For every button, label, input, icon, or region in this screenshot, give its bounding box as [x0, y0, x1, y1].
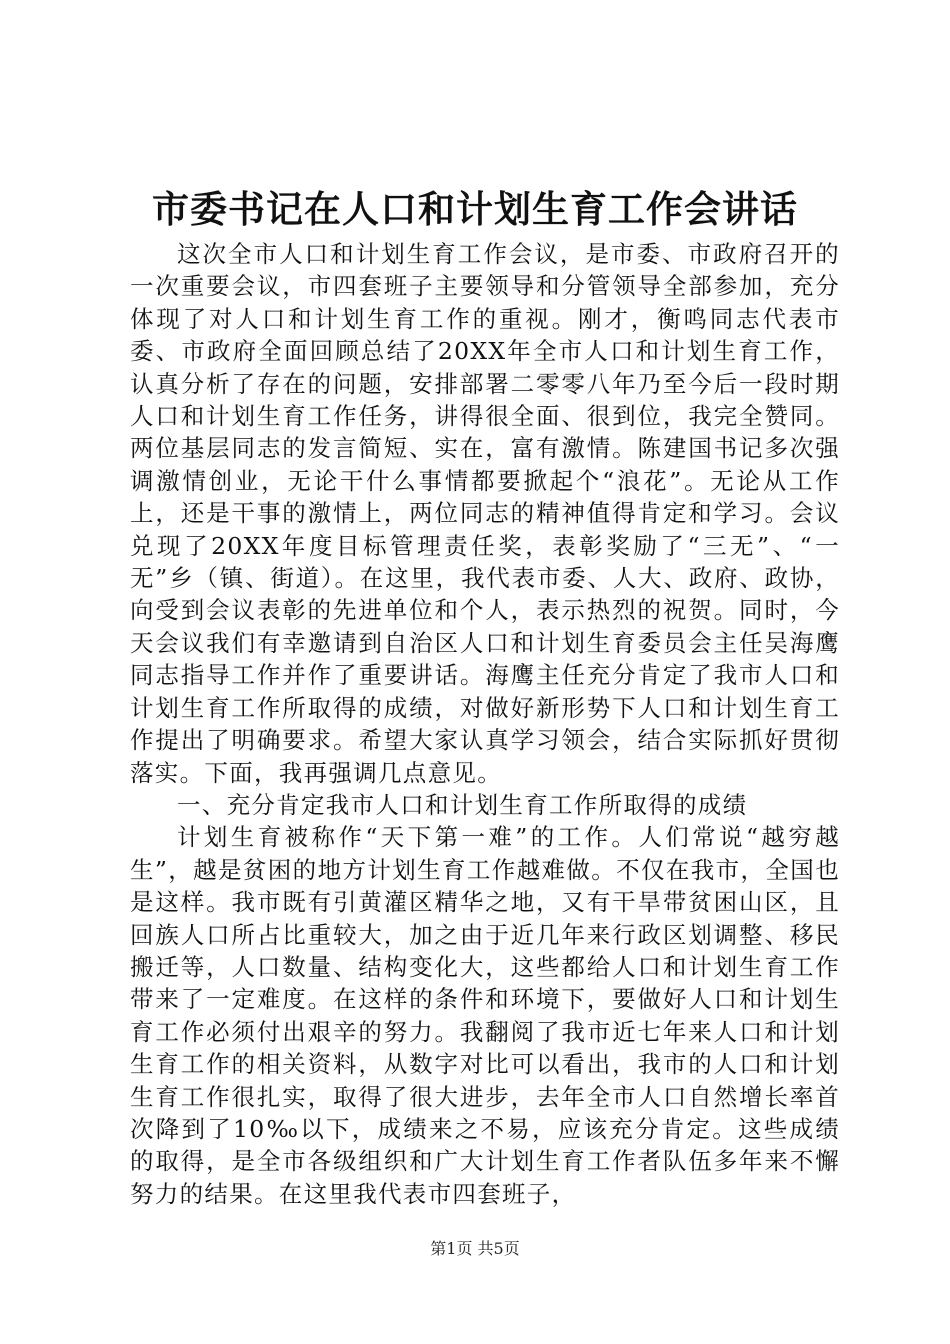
document-title: 市委书记在人口和计划生育工作会讲话 [152, 187, 798, 231]
section-heading-1: 一、充分肯定我市人口和计划生育工作所取得的成绩 [177, 790, 748, 819]
page-footer: 第1页 共5页 [430, 1239, 520, 1258]
document-body [130, 238, 840, 1210]
paragraph-intro: 这次全市人口和计划生育工作会议，是市委、市政府召开的一次重要会议，市四套班子主要领导和分管领导全部参加，充分体现了对人口和计划生育工作的重视。刚才，衡鸣同志代表市委、市政府全面回顾总结了20XX年全市人口和计划生育工作，认真分析了存在的问题，安排部署二零零八年乃至今后一段时期人口和计划生育工作任务，讲得很全面、很到位，我完全赞同。两位基层同志的发言简短、实在，富有激情。陈建国书记多次强调激情创业，无论干什么事情都要掀起个“浪花”。无论从工作上，还是干事的激情上，两位同志的精神值得肯定和学习。会议兑现了20XX年度目标管理责任奖，表彰奖励了“三无”、“一无”乡（镇、街道）。在这里，我代表市委、人大、政府、政协，向受到会议表彰的先进单位和个人，表示热烈的祝贺。同时，今天会议我们有幸邀请到自治区人口和计划生育委员会主任吴海鹰同志指导工作并作了重要讲话。海鹰主任充分肯定了我市人口和计划生育工作所取得的成绩，对做好新形势下人口和计划生育工作提出了明确要求。希望大家认真学习领会，结合实际抓好贯彻落实。下面，我再强调几点意见。 [130, 240, 840, 787]
paragraph-section-1: 计划生育被称作“天下第一难”的工作。人们常说“越穷越生”，越是贫困的地方计划生育工作越难做。不仅在我市，全国也是这样。我市既有引黄灌区精华之地，又有干旱带贫困山区，且回族人口所占比重较大，加之由于近几年来行政区划调整、移民搬迁等，人口数量、结构变化大，这些都给人口和计划生育工作带来了一定难度。在这样的条件和环境下，要做好人口和计划生育工作必须付出艰辛的努力。我翻阅了我市近七年来人口和计划生育工作的相关资料，从数字对比可以看出，我市的人口和计划生育工作很扎实，取得了很大进步，去年全市人口自然增长率首次降到了10‰以下，成绩来之不易，应该充分肯定。这些成绩的取得，是全市各级组织和广大计划生育工作者队伍多年来不懈努力的结果。在这里我代表市四套班子， [130, 823, 840, 1208]
